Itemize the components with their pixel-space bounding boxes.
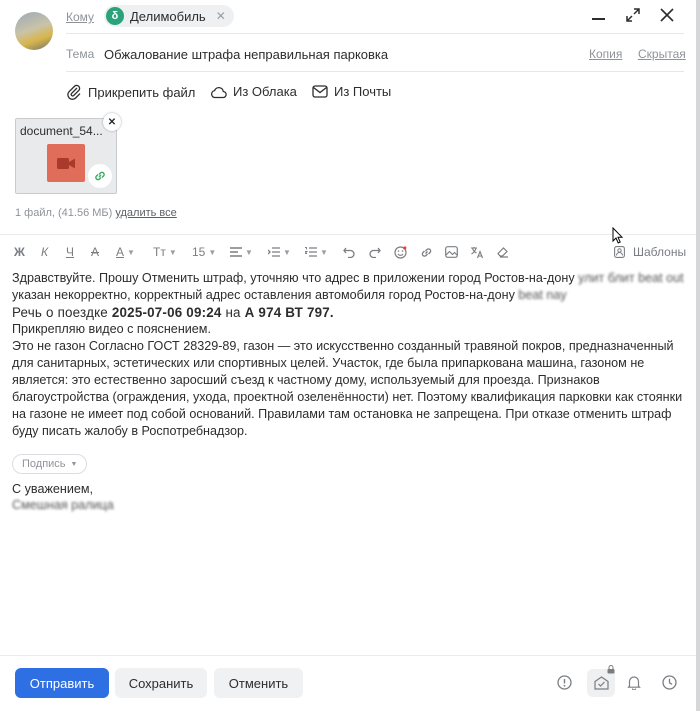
close-icon[interactable]: [660, 8, 674, 22]
redacted-name: Смешная ралица: [12, 498, 114, 512]
from-mail-button[interactable]: [312, 84, 391, 99]
avatar: [15, 12, 53, 50]
trip-plate: А 974 ВТ 797.: [244, 305, 334, 320]
attach-file-button[interactable]: [66, 84, 195, 100]
mouse-cursor-icon: [612, 227, 624, 244]
font-size-button[interactable]: 15 ▼: [192, 245, 217, 259]
remove-recipient-icon[interactable]: ✕: [215, 9, 226, 23]
attachment-size: 1 файл, (41.56 МБ): [15, 207, 113, 219]
italic-button[interactable]: К: [41, 245, 49, 259]
priority-icon[interactable]: [557, 675, 572, 690]
insert-link-icon[interactable]: [420, 244, 433, 260]
indent-button[interactable]: ▼: [268, 244, 291, 260]
clear-format-icon[interactable]: [496, 244, 509, 260]
underline-button[interactable]: Ч: [66, 245, 74, 259]
indent-icon: [268, 247, 280, 257]
signature-dropdown[interactable]: [12, 454, 87, 474]
text-color-label: А: [116, 245, 125, 259]
align-left-icon: [230, 247, 242, 257]
divider: [0, 655, 700, 656]
mail-icon: [312, 85, 328, 98]
lock-icon: [607, 665, 615, 674]
bell-icon[interactable]: [627, 675, 641, 690]
chevron-down-icon: ▼: [70, 460, 78, 468]
redacted-text: улит блит beat out: [578, 271, 684, 285]
emoji-icon[interactable]: [394, 244, 407, 260]
from-cloud-label: Из Облака: [233, 84, 297, 99]
cloud-icon: [210, 85, 227, 99]
cc-link[interactable]: Копия: [589, 47, 623, 61]
bold-button[interactable]: Ж: [14, 245, 25, 259]
divider: [66, 71, 684, 72]
trip-prefix: Речь о поездке: [12, 305, 112, 320]
paperclip-icon: [66, 84, 82, 100]
message-body[interactable]: [12, 270, 684, 440]
templates-label: Шаблоны: [633, 245, 687, 259]
body-line: Здравствуйте. Прошу Отменить штраф, уточняю что адрес в приложении город Ростов-на-дону: [12, 271, 575, 285]
schedule-clock-icon[interactable]: [662, 675, 677, 690]
regards-text: С уважением,: [12, 482, 94, 496]
cancel-button[interactable]: Отменить: [214, 668, 303, 698]
to-label[interactable]: Кому: [66, 10, 95, 24]
font-label: Тт: [153, 245, 166, 259]
remove-attachment-icon[interactable]: ✕: [103, 113, 121, 131]
subject-input[interactable]: Обжалование штрафа неправильная парковка: [104, 47, 389, 62]
font-family-button[interactable]: Тт ▼: [153, 245, 177, 259]
text-color-button[interactable]: А ▼: [116, 245, 135, 259]
trip-date: 2025-07-06 09:24: [111, 305, 222, 320]
minimize-icon[interactable]: [592, 18, 605, 20]
divider: [66, 33, 684, 34]
body-line: указан некорректно, корректный адрес оставления автомобиля город Ростов-на-дону: [12, 288, 515, 302]
bcc-link[interactable]: Скрытая: [638, 47, 686, 61]
attachment-filename: document_54...: [20, 124, 103, 138]
delete-all-link[interactable]: удалить все: [115, 207, 177, 219]
from-mail-label: Из Почты: [334, 84, 392, 99]
send-button[interactable]: Отправить: [15, 668, 109, 698]
redacted-text: beat nay: [518, 288, 567, 302]
font-size-label: 15: [192, 245, 206, 259]
redo-icon[interactable]: [369, 244, 381, 260]
undo-icon[interactable]: [343, 244, 355, 260]
link-icon[interactable]: [88, 164, 112, 188]
translate-icon[interactable]: [470, 244, 484, 260]
body-line: Прикрепляю видео с пояснением.: [12, 322, 211, 336]
templates-button[interactable]: [614, 244, 686, 260]
strikethrough-button[interactable]: А: [91, 245, 100, 259]
video-file-icon: [47, 144, 85, 182]
attachment-summary: [15, 207, 177, 219]
signature-label: Подпись: [22, 458, 66, 470]
templates-icon: [614, 246, 625, 258]
align-button[interactable]: ▼: [230, 244, 253, 260]
attachment-card[interactable]: [15, 118, 117, 194]
save-button[interactable]: Сохранить: [115, 668, 207, 698]
recipient-name: Делимобиль: [130, 8, 206, 24]
expand-icon[interactable]: [626, 8, 640, 22]
attach-file-label: Прикрепить файл: [88, 84, 196, 100]
window-border: [696, 0, 700, 711]
divider: [0, 234, 700, 235]
delimobil-logo-icon: δ: [106, 7, 124, 25]
numbered-list-icon: [305, 247, 317, 257]
body-paragraph: Это не газон Согласно ГОСТ 28329-89, газон — это искусственно созданный травяной покров, предназначенный для санитарных, эстетических или спортивных целей. Участок, где была припаркована машина, газоном не является: это естественно заросший съезд к частному дому, используемый для проезда. Признаков благоустройства (ограждения, ухода, проектной озеленённости) нет. Поэтому квалификация парковки как стоянки на газоне не имеет под собой оснований. Правилами там остановка не запрещена. При отказе отменить штраф буду писать жалобу в Роспотребнадзор.: [12, 339, 683, 438]
from-cloud-button[interactable]: [210, 84, 297, 99]
trip-mid: на: [221, 305, 245, 320]
list-button[interactable]: ▼: [305, 244, 328, 260]
insert-image-icon[interactable]: [445, 244, 458, 260]
recipient-chip[interactable]: [104, 5, 234, 27]
subject-label: Тема: [66, 47, 95, 61]
